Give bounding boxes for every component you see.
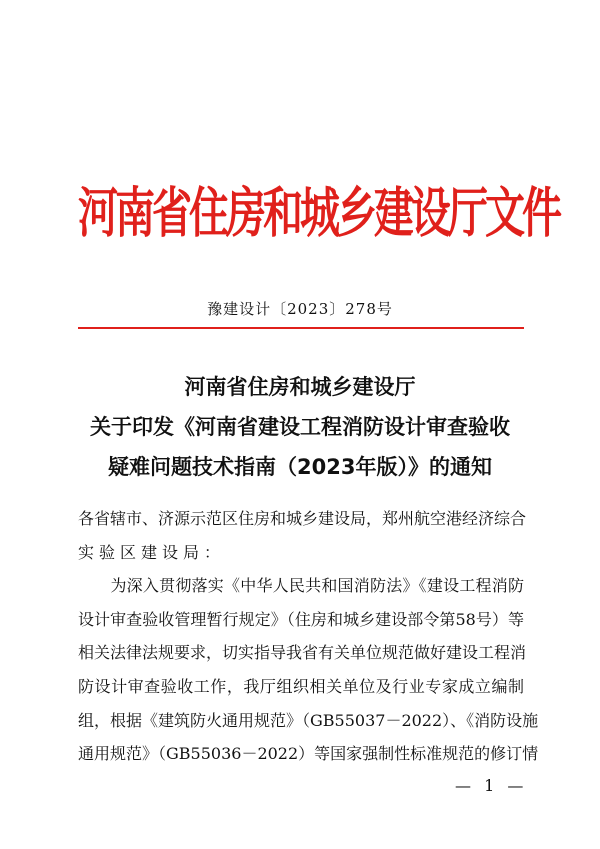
body-line: 各省辖市、济源示范区住房和城乡建设局，郑州航空港经济综合: [78, 509, 527, 528]
title-line: 河南省住房和城乡建设厅: [184, 375, 416, 399]
title-line: 疑难问题技术指南（2023年版）》的通知: [108, 455, 492, 479]
title-line: 关于印发《河南省建设工程消防设计审查验收: [90, 415, 510, 439]
body-line: 实验区建设局：: [78, 542, 226, 562]
document-header-title: 河南省住房和城乡建设厅文件: [78, 182, 559, 246]
page-number: — 1 —: [455, 776, 528, 795]
body-line: 防设计审查验收工作，我厅组织相关单位及行业专家成立编制: [78, 676, 524, 696]
body-line: 通用规范》（GB55036－2022）等国家强制性标准规范的修订情: [78, 744, 539, 764]
body-line: 设计审查验收管理暂行规定》（住房和城乡建设部令第58号）等: [78, 609, 524, 629]
body-text: [78, 505, 539, 774]
body-line: 为深入贯彻落实《中华人民共和国消防法》《建设工程消防: [78, 576, 524, 596]
notice-title: [60, 370, 540, 490]
body-line: 组，根据《建筑防火通用规范》（GB55037－2022）、《消防设施: [78, 710, 539, 730]
body-line: 相关法律法规要求，切实指导我省有关单位规范做好建设工程消: [78, 643, 527, 663]
red-divider: [78, 327, 524, 329]
document-number: 豫建设计〔2023〕278号: [207, 300, 393, 318]
